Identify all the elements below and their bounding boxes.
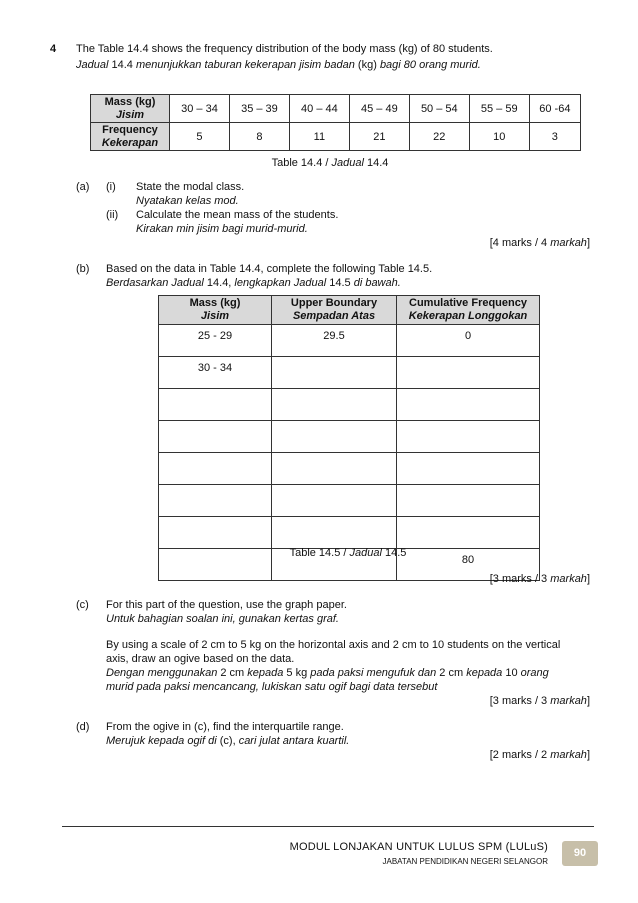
part-c-marks: [3 marks / 3 markah] — [489, 695, 590, 707]
frequency-cell: 11 — [289, 123, 349, 151]
part-c-line2-ms-b: murid pada paksi mencancang, lukiskan satu ogif bagi data tersebut — [106, 681, 438, 693]
table-14-5-caption: Table 14.5 / Jadual 14.5 — [289, 547, 407, 559]
question-intro-en: The Table 14.4 shows the frequency distribution of the body mass (kg) of 80 students. — [76, 43, 493, 55]
part-a-i-ms: Nyatakan kelas mod. — [136, 195, 239, 207]
frequency-cell: 10 — [469, 123, 529, 151]
class-cell: 45 – 49 — [349, 95, 409, 123]
cumulative-frequency-cell — [397, 389, 540, 421]
part-a-ii-label: (ii) — [106, 209, 119, 221]
cumulative-frequency-cell — [397, 517, 540, 549]
header-upper-boundary: Upper Boundary Sempadan Atas — [272, 296, 397, 325]
frequency-cell: 21 — [349, 123, 409, 151]
frequency-cell: 8 — [229, 123, 289, 151]
frequency-cell: 22 — [409, 123, 469, 151]
mass-cell — [159, 517, 272, 549]
cumulative-frequency-cell — [397, 357, 540, 389]
class-cell: 50 – 54 — [409, 95, 469, 123]
table-row — [159, 325, 540, 357]
cumulative-frequency-cell: 0 — [397, 325, 540, 357]
cumulative-frequency-table-14-5 — [158, 295, 540, 581]
class-cell: 40 – 44 — [289, 95, 349, 123]
frequency-cell: 3 — [529, 123, 580, 151]
part-d-label: (d) — [76, 721, 90, 733]
cumulative-frequency-cell: 80 — [397, 549, 540, 581]
upper-boundary-cell — [272, 389, 397, 421]
upper-boundary-cell — [272, 357, 397, 389]
part-c-line1-ms: Untuk bahagian soalan ini, gunakan kertas graf. — [106, 613, 339, 625]
part-b-ms: Berdasarkan Jadual 14.4, lengkapkan Jadual 14.5 di bawah. — [106, 277, 401, 289]
part-a-ii-en: Calculate the mean mass of the students. — [136, 209, 339, 221]
part-c-line2-en-a: By using a scale of 2 cm to 5 kg on the horizontal axis and 2 cm to 10 students on the vertical — [106, 639, 561, 651]
class-cell: 30 – 34 — [170, 95, 230, 123]
mass-label-cell: Mass (kg) Jisim — [91, 95, 170, 123]
footer-rule — [62, 826, 594, 827]
class-cell: 60 -64 — [529, 95, 580, 123]
class-cell: 35 – 39 — [229, 95, 289, 123]
cumulative-frequency-cell — [397, 453, 540, 485]
part-c-line2-ms-a: Dengan menggunakan 2 cm kepada 5 kg pada paksi mengufuk dan 2 cm kepada 10 orang — [106, 667, 549, 679]
table-row — [159, 485, 540, 517]
part-c-line2-en-b: axis, draw an ogive based on the data. — [106, 653, 295, 665]
table-row — [159, 389, 540, 421]
part-b-label: (b) — [76, 263, 90, 275]
class-cell: 55 – 59 — [469, 95, 529, 123]
upper-boundary-cell: 29.5 — [272, 325, 397, 357]
part-a-ii-ms: Kirakan min jisim bagi murid-murid. — [136, 223, 308, 235]
header-cumulative-frequency: Cumulative Frequency Kekerapan Longgokan — [397, 296, 540, 325]
part-b-en: Based on the data in Table 14.4, complete the following Table 14.5. — [106, 263, 433, 275]
frequency-table-14-4 — [90, 94, 581, 151]
footer-title: MODUL LONJAKAN UNTUK LULUS SPM (LULuS) — [289, 841, 548, 853]
footer-subtitle: JABATAN PENDIDIKAN NEGERI SELANGOR — [382, 857, 548, 866]
part-a-label: (a) — [76, 181, 90, 193]
header-mass: Mass (kg) Jisim — [159, 296, 272, 325]
table-row — [159, 453, 540, 485]
part-d-marks: [2 marks / 2 markah] — [489, 749, 590, 761]
table-14-4-caption: Table 14.4 / Jadual 14.4 — [271, 157, 389, 169]
part-b-marks: [3 marks / 3 markah] — [489, 573, 590, 585]
mass-cell — [159, 453, 272, 485]
upper-boundary-cell — [272, 517, 397, 549]
cumulative-frequency-cell — [397, 485, 540, 517]
mass-cell: 25 - 29 — [159, 325, 272, 357]
table-row — [159, 357, 540, 389]
table-row — [159, 421, 540, 453]
mass-cell — [159, 485, 272, 517]
mass-cell: 30 - 34 — [159, 357, 272, 389]
part-d-ms: Merujuk kepada ogif di (c), cari julat antara kuartil. — [106, 735, 350, 747]
part-d-en: From the ogive in (c), find the interquartile range. — [106, 721, 344, 733]
mass-cell — [159, 389, 272, 421]
question-intro-ms: Jadual 14.4 menunjukkan taburan kekerapan jisim badan (kg) bagi 80 orang murid. — [76, 59, 481, 71]
part-a-i-en: State the modal class. — [136, 181, 245, 193]
part-a-i-label: (i) — [106, 181, 116, 193]
frequency-cell: 5 — [170, 123, 230, 151]
table-row — [159, 517, 540, 549]
frequency-label-cell: Frequency Kekerapan — [91, 123, 170, 151]
part-c-line1-en: For this part of the question, use the graph paper. — [106, 599, 347, 611]
upper-boundary-cell — [272, 453, 397, 485]
part-a-marks: [4 marks / 4 markah] — [489, 237, 590, 249]
question-number: 4 — [50, 43, 57, 55]
upper-boundary-cell — [272, 485, 397, 517]
page-number: 90 — [562, 841, 598, 866]
upper-boundary-cell — [272, 421, 397, 453]
cumulative-frequency-cell — [397, 421, 540, 453]
part-c-label: (c) — [76, 599, 89, 611]
mass-cell — [159, 421, 272, 453]
